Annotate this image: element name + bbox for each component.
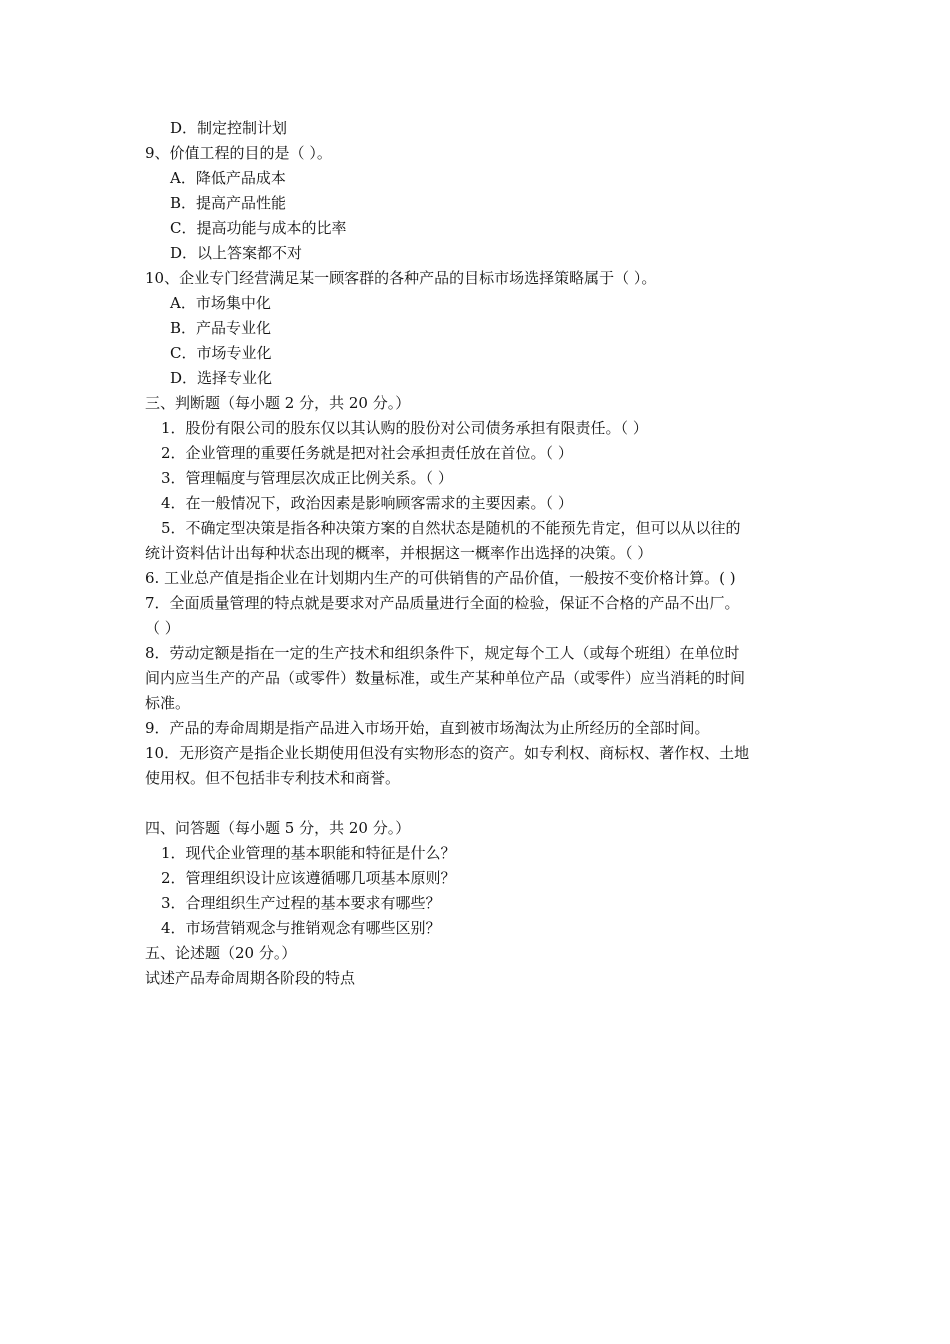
q10-option-a: A．市场集中化 [170, 294, 271, 312]
tf-item-7-line1: 7．全面质量管理的特点就是要求对产品质量进行全面的检验，保证不合格的产品不出厂。 [145, 594, 740, 612]
q9-stem: 9、价值工程的目的是（ ）。 [145, 144, 332, 162]
section5-heading: 五、论述题（20 分。） [145, 944, 297, 962]
tf-item-9: 9．产品的寿命周期是指产品进入市场开始，直到被市场淘汰为止所经历的全部时间。 [145, 719, 710, 737]
tf-item-5-line2: 统计资料估计出每种状态出现的概率，并根据这一概率作出选择的决策。（ ） [145, 544, 653, 562]
q9-option-d: D．以上答案都不对 [170, 244, 303, 262]
q10-option-b: B．产品专业化 [170, 319, 272, 337]
essay-question: 试述产品寿命周期各阶段的特点 [145, 969, 356, 987]
q10-stem: 10、企业专门经营满足某一顾客群的各种产品的目标市场选择策略属于（ ）。 [145, 269, 657, 287]
tf-item-6: 6. 工业总产值是指企业在计划期内生产的可供销售的产品价值，一般按不变价格计算。( ) [145, 569, 736, 587]
qa-item-2: 2．管理组织设计应该遵循哪几项基本原则？ [161, 869, 456, 887]
tf-item-8-line2: 间内应当生产的产品（或零件）数量标准，或生产某种单位产品（或零件）应当消耗的时间 [145, 669, 746, 687]
tf-item-4: 4．在一般情况下，政治因素是影响顾客需求的主要因素。（ ） [161, 494, 573, 512]
spacer [145, 791, 810, 816]
qa-item-4: 4．市场营销观念与推销观念有哪些区别？ [161, 919, 441, 937]
tf-item-5-line1: 5．不确定型决策是指各种决策方案的自然状态是随机的不能预先肯定，但可以从以往的 [161, 519, 741, 537]
q9-option-a: A．降低产品成本 [170, 169, 286, 187]
qa-item-1: 1．现代企业管理的基本职能和特征是什么？ [161, 844, 456, 862]
tf-item-7-line2: （ ） [145, 619, 180, 637]
exam-content [145, 116, 810, 991]
tf-item-10-line1: 10．无形资产是指企业长期使用但没有实物形态的资产。如专利权、商标权、著作权、土地 [145, 744, 750, 762]
q8-option-d: D．制定控制计划 [170, 119, 288, 137]
q9-option-b: B．提高产品性能 [170, 194, 287, 212]
section4-heading: 四、问答题（每小题 5 分，共 20 分。） [145, 819, 411, 837]
tf-item-3: 3．管理幅度与管理层次成正比例关系。（ ） [161, 469, 453, 487]
tf-item-8-line3: 标准。 [145, 694, 191, 712]
tf-item-2: 2．企业管理的重要任务就是把对社会承担责任放在首位。（ ） [161, 444, 573, 462]
tf-item-8-line1: 8．劳动定额是指在一定的生产技术和组织条件下，规定每个工人（或每个班组）在单位时 [145, 644, 740, 662]
tf-item-10-line2: 使用权。但不包括非专利技术和商誉。 [145, 769, 401, 787]
q10-option-d: D．选择专业化 [170, 369, 273, 387]
q10-option-c: C．市场专业化 [170, 344, 272, 362]
qa-item-3: 3．合理组织生产过程的基本要求有哪些？ [161, 894, 441, 912]
q9-option-c: C．提高功能与成本的比率 [170, 219, 347, 237]
tf-item-1: 1．股份有限公司的股东仅以其认购的股份对公司债务承担有限责任。（ ） [161, 419, 648, 437]
section3-heading: 三、判断题（每小题 2 分，共 20 分。） [145, 394, 411, 412]
